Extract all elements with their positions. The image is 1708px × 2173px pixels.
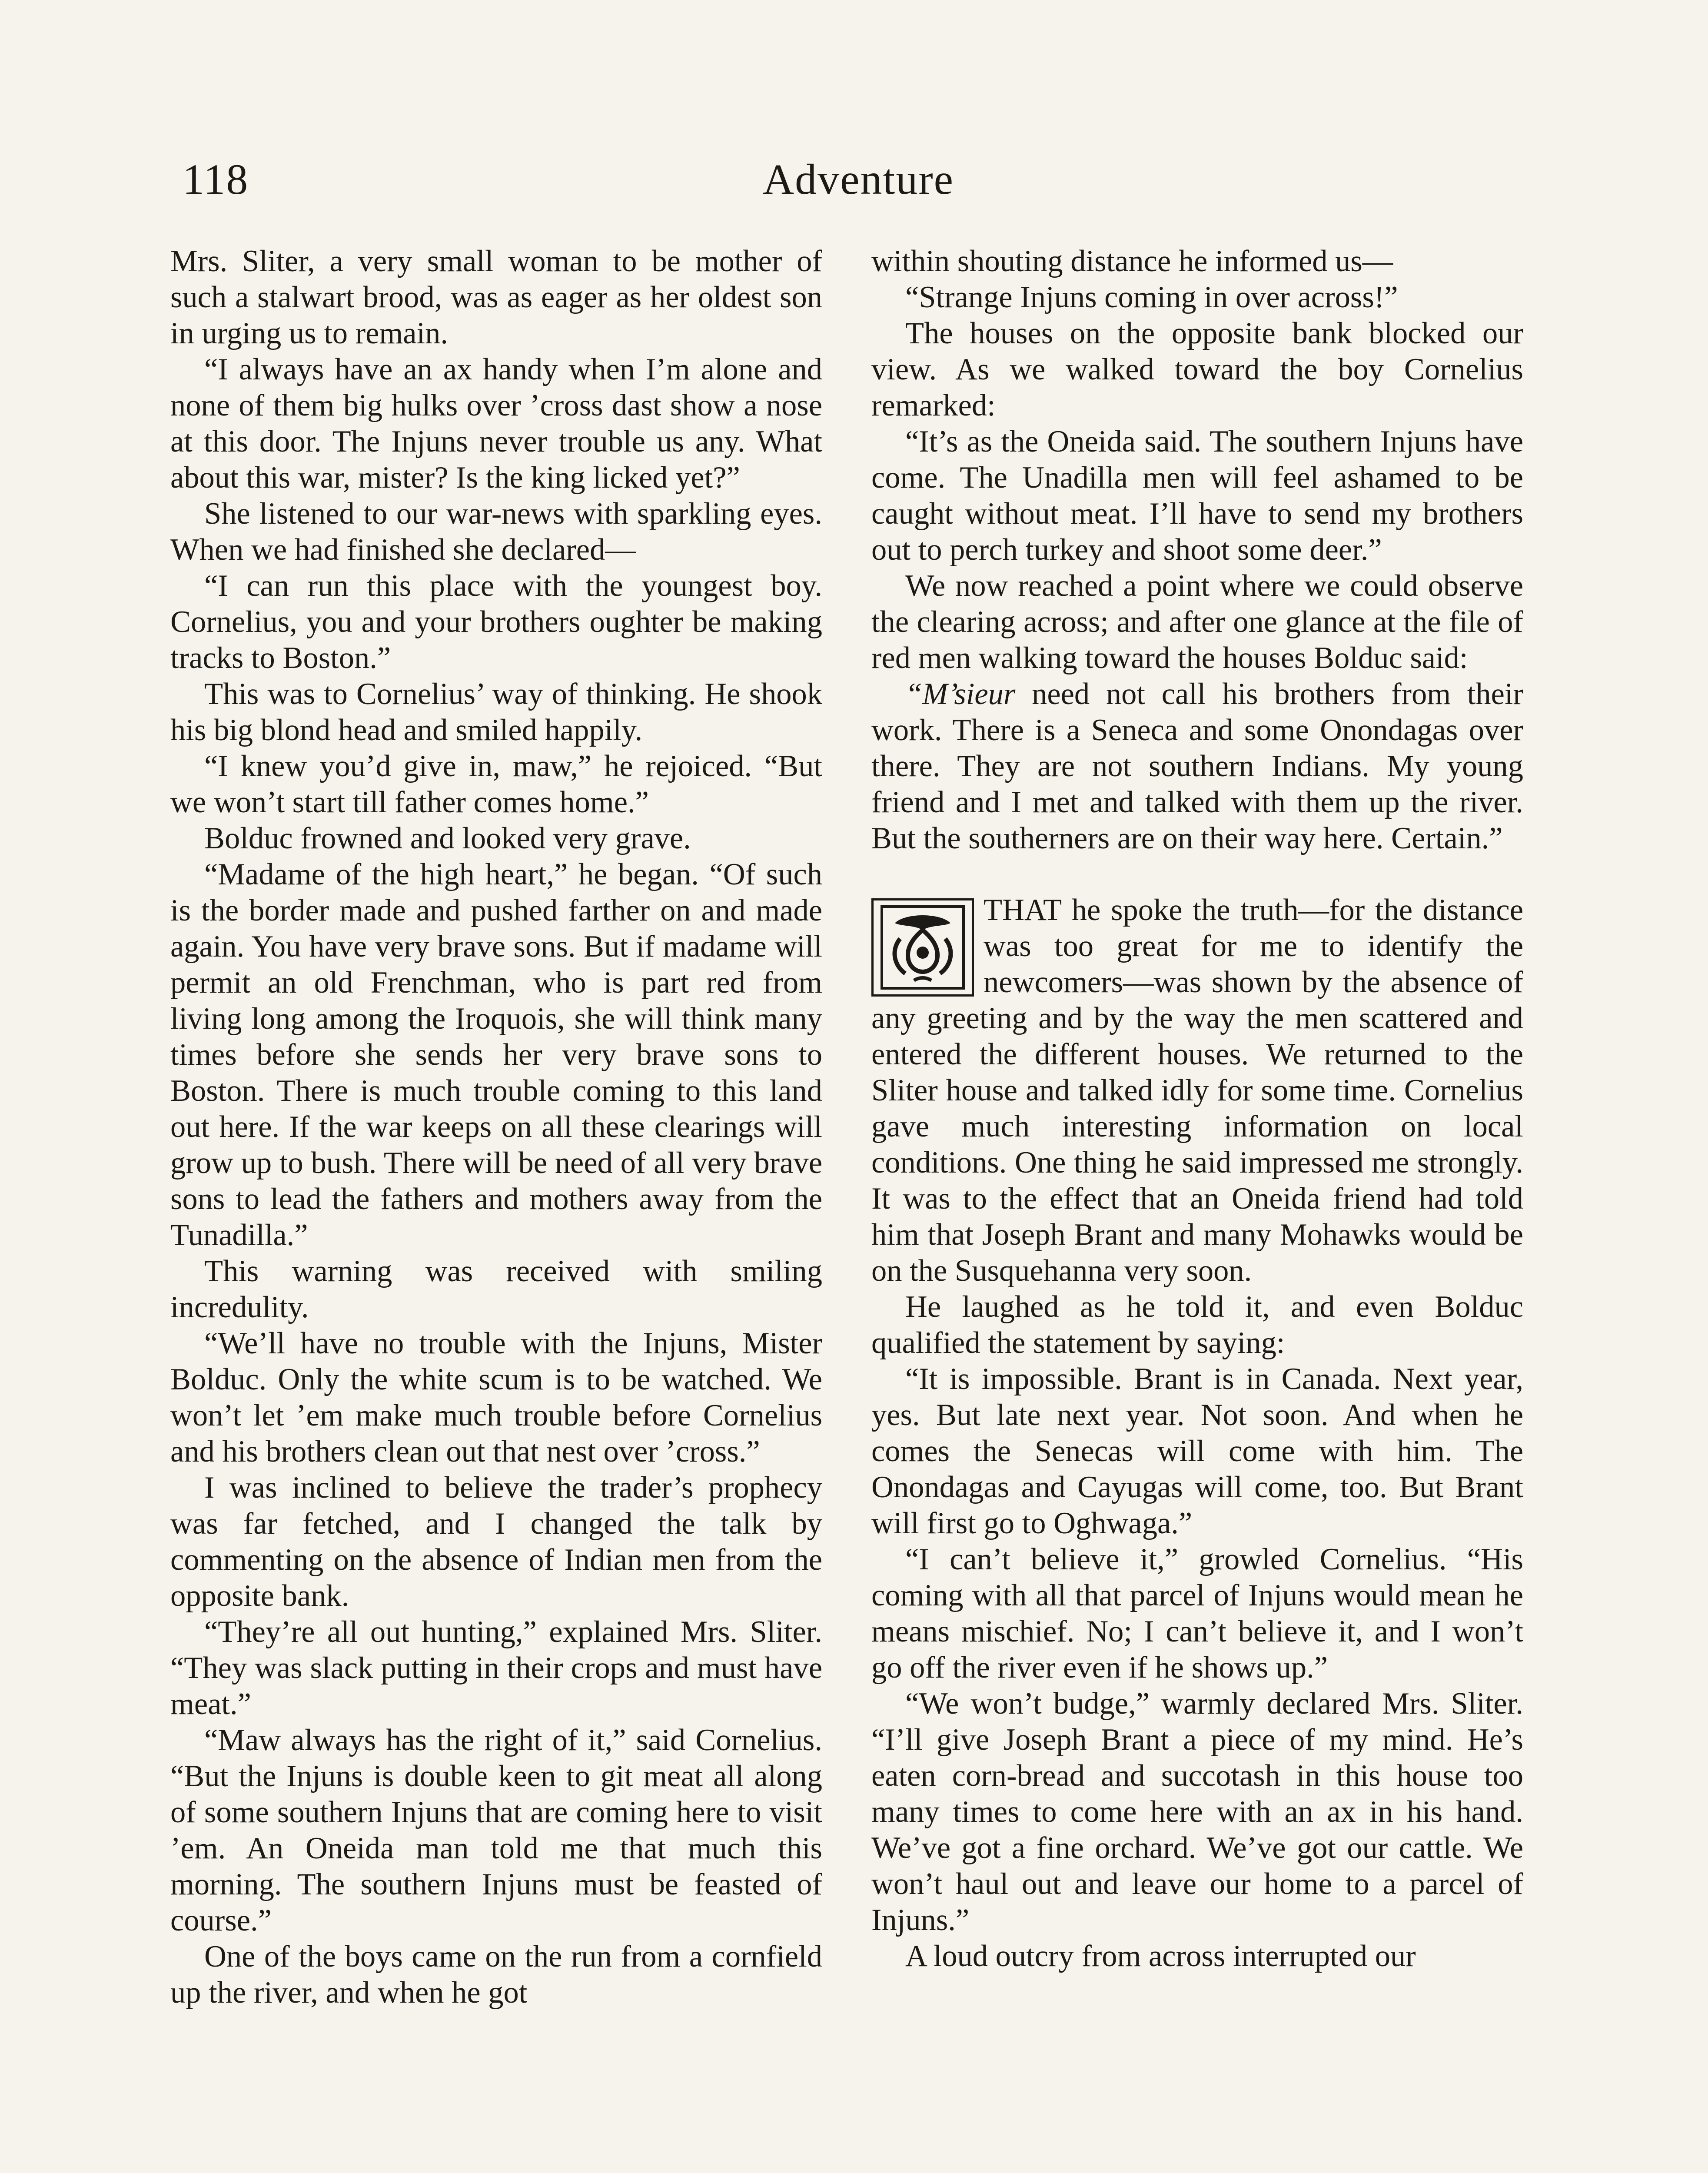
paragraph: “It’s as the Oneida said. The southern Injuns have come. The Unadilla men will feel ashamed to be caught without meat. I’ll have to send my brothers out to perch turkey and shoot some deer.” xyxy=(871,425,1523,567)
paragraph: “Maw always has the right of it,” said Cornelius. “But the Injuns is double keen to git meat all along of some southern Injuns that are coming here to visit ’em. An Oneida man told me that much this morning. The southern Injuns must be feasted of course.” xyxy=(170,1723,822,1937)
paragraph: “I knew you’d give in, maw,” he rejoiced. “But we won’t start till father comes home.” xyxy=(170,749,822,819)
paragraph: “We’ll have no trouble with the Injuns, Mister Bolduc. Only the white scum is to be watched. We won’t let ’em make much trouble before Cornelius and his brothers clean out that nest over ’cross.” xyxy=(170,1326,822,1469)
paragraph: “Madame of the high heart,” he began. “Of such is the border made and pushed farther on and made again. You have very brave sons. But if madame will permit an old Frenchman, who is part red from living long among the Iroquois, she will think many times before she sends her very brave sons to Boston. There is much trouble coming to this land out here. If the war keeps on all these clearings will grow up to bush. There will be need of all very brave sons to lead the fathers and mothers away from the Tunadilla.” xyxy=(170,857,822,1252)
left-column xyxy=(170,243,822,2011)
paragraph: This warning was received with smiling incredulity. xyxy=(170,1254,822,1324)
paragraph: The houses on the opposite bank blocked our view. As we walked toward the boy Cornelius remarked: xyxy=(871,316,1523,422)
paragraph: He laughed as he told it, and even Bolduc qualified the statement by saying: xyxy=(871,1290,1523,1360)
paragraph: She listened to our war-news with sparkling eyes. When we had finished she declared— xyxy=(170,497,822,567)
msieur-paragraph xyxy=(871,676,1523,857)
right-column xyxy=(871,243,1523,1974)
paragraph: “It is impossible. Brant is in Canada. Next year, yes. But late next year. Not soon. And when he comes the Senecas will come with him. The Onondagas and Cayugas will come, too. But Brant will first go to Oghwaga.” xyxy=(871,1362,1523,1540)
italic-word: “M’sieur xyxy=(905,677,1016,711)
paragraph-text: need not call his brothers from their work. There is a Seneca and some Onondagas over there. They are not southern Indians. My young friend and I met and talked with them up the river. But the southerners are on their way here. Certain.” xyxy=(871,677,1523,855)
paragraph: “Strange Injuns coming in over across!” xyxy=(905,280,1398,314)
paragraph: Bolduc frowned and looked very grave. xyxy=(204,821,691,855)
paragraph: “I always have an ax handy when I’m alone and none of them big hulks over ’cross dast show a nose at this door. The Injuns never trouble us any. What about this war, mister? Is the king licked yet?” xyxy=(170,352,822,495)
paragraph: “I can’t believe it,” growled Cornelius. “His coming with all that parcel of Injuns would mean he means mischief. No; I can’t believe it, and I won’t go off the river even if he shows up.” xyxy=(871,1542,1523,1685)
paragraph: A loud outcry from across interrupted our xyxy=(905,1939,1416,1973)
paragraph: I was inclined to believe the trader’s prophecy was far fetched, and I changed the talk by commenting on the absence of Indian men from the opposite bank. xyxy=(170,1471,822,1613)
page-header xyxy=(183,154,1534,215)
paragraph: One of the boys came on the run from a cornfield up the river, and when he got xyxy=(170,1940,822,2010)
paragraph: We now reached a point where we could observe the clearing across; and after one glance at the file of red men walking toward the houses Bolduc said: xyxy=(871,569,1523,675)
paragraph: “They’re all out hunting,” explained Mrs. Sliter. “They was slack putting in their crops and must have meat.” xyxy=(170,1615,822,1721)
page-number: 118 xyxy=(183,155,249,203)
paragraph: Mrs. Sliter, a very small woman to be mother of such a stalwart brood, was as eager as her oldest son in urging us to remain. xyxy=(170,244,822,350)
paragraph: “I can run this place with the youngest boy. Cornelius, you and your brothers oughter be making tracks to Boston.” xyxy=(170,569,822,675)
running-title: Adventure xyxy=(762,155,954,203)
dropcap-paragraph xyxy=(871,892,1523,1289)
paragraph: This was to Cornelius’ way of thinking. He shook his big blond head and smiled happily. xyxy=(170,677,822,747)
section-break xyxy=(871,857,1523,892)
paragraph-text: THAT he spoke the truth—for the distance was too great for me to identify the newcomers—was shown by the absence of any greeting and by the way the men scattered and entered the different houses. We returned to the Sliter house and talked idly for some time. Cornelius gave much interesting information on local conditions. One thing he said impressed me strongly. It was to the effect that an Oneida friend had told him that Joseph Brant and many Mohawks would be on the Susquehanna very soon. xyxy=(871,893,1523,1288)
paragraph: within shouting distance he informed us— xyxy=(871,244,1393,278)
paragraph: “We won’t budge,” warmly declared Mrs. Sliter. “I’ll give Joseph Brant a piece of my mind. He’s eaten corn-bread and succotash in this house too many times to come here with an ax in his hand. We’ve got a fine orchard. We’ve got our cattle. We won’t haul out and leave our home to a parcel of Injuns.” xyxy=(871,1687,1523,1937)
ornamental-initial-icon xyxy=(871,898,974,997)
